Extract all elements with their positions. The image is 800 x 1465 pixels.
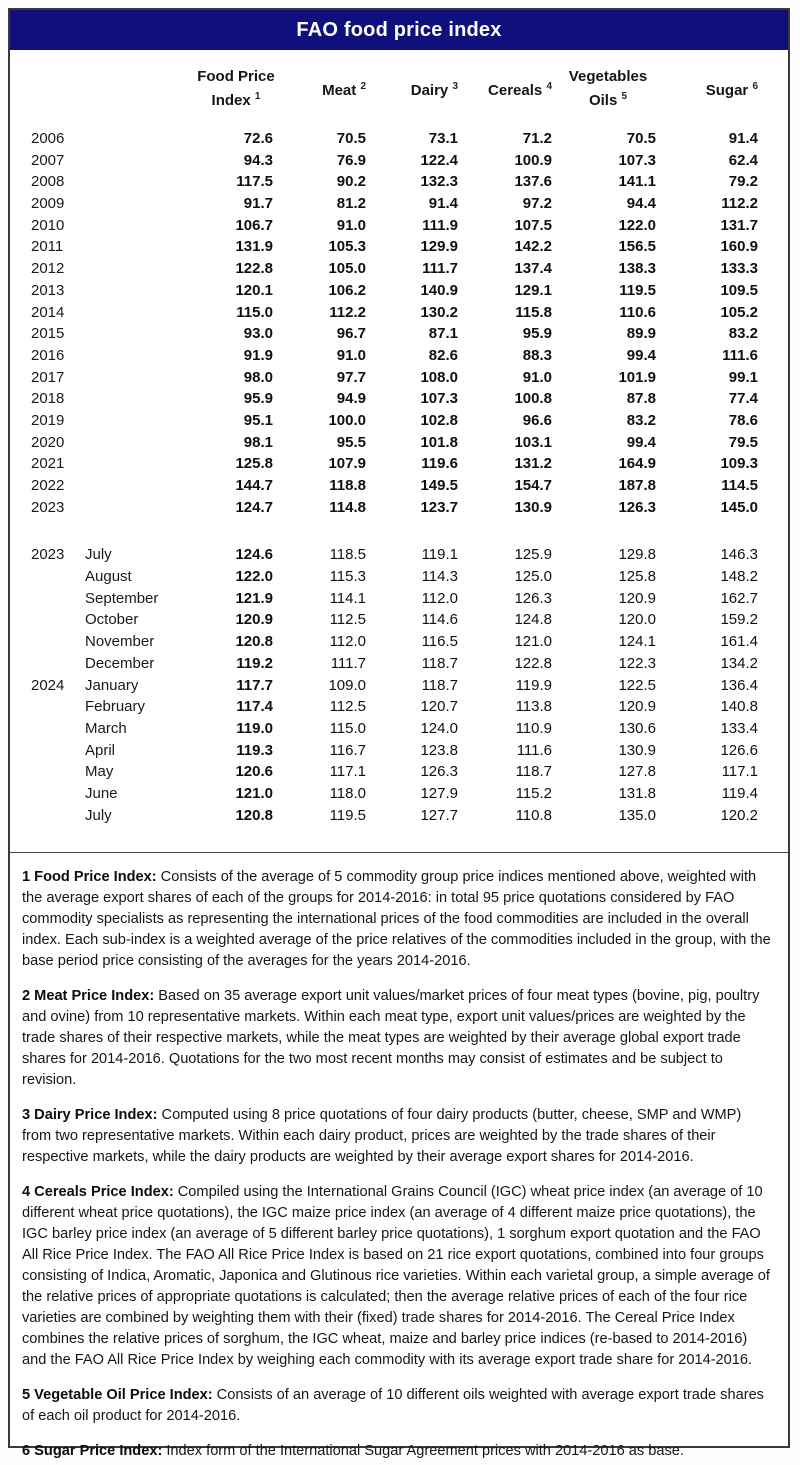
fao-index-table — [8, 8, 790, 1460]
value-cell-meat: 115.0 — [329, 719, 366, 737]
value-cell-dairy: 112.0 — [421, 589, 458, 607]
value-cell-sugar: 79.2 — [728, 173, 758, 191]
value-cell-meat: 91.0 — [336, 216, 366, 234]
value-cell-sugar: 78.6 — [728, 411, 758, 429]
footnote-2 — [22, 986, 774, 1091]
value-cell-cereals: 137.4 — [514, 260, 552, 278]
month-cell: May — [85, 763, 114, 781]
year-cell: 2023 — [31, 498, 65, 516]
value-cell-meat: 114.8 — [329, 498, 366, 516]
value-cell-cereals: 113.8 — [515, 698, 552, 716]
value-cell-meat: 94.9 — [336, 390, 366, 408]
value-cell-cereals: 130.9 — [514, 498, 552, 516]
value-cell-vegetables-oils: 130.6 — [618, 719, 656, 737]
value-cell-meat: 95.5 — [336, 433, 366, 451]
footnote-text: Consists of an average of 10 different oils weighted with average export trade shares of each oil product for 2014-2016. — [22, 1387, 764, 1425]
footnote-text: Computed using 8 price quotations of four dairy products (butter, cheese, SMP and WMP) from two representative markets. Within each dairy product, prices are weighted by the trade shares of their respective markets, while the dairy products are weighted by their average export shares for 2014-2016. — [22, 1107, 742, 1166]
value-cell-cereals: 125.9 — [514, 546, 552, 564]
value-cell-vegetables-oils: 119.5 — [619, 281, 656, 299]
value-cell-dairy: 116.5 — [421, 633, 458, 651]
value-cell-cereals: 100.9 — [514, 151, 552, 169]
year-cell: 2020 — [31, 433, 65, 451]
value-cell-meat: 112.0 — [329, 633, 366, 651]
year-cell: 2022 — [31, 477, 65, 494]
value-cell-vegetables-oils: 156.5 — [618, 238, 656, 256]
value-cell-food-price-index: 144.7 — [235, 477, 273, 494]
value-cell-sugar: 136.4 — [720, 676, 758, 694]
value-cell-dairy: 123.7 — [420, 498, 458, 516]
value-cell-meat: 114.1 — [329, 589, 366, 607]
value-cell-food-price-index: 91.9 — [243, 346, 273, 364]
value-cell-sugar: 111.6 — [722, 346, 758, 364]
value-cell-dairy: 91.4 — [428, 195, 458, 213]
value-cell-sugar: 120.2 — [720, 806, 758, 824]
value-cell-vegetables-oils: 120.9 — [618, 698, 656, 716]
value-cell-cereals: 110.8 — [515, 806, 552, 824]
value-cell-food-price-index: 117.4 — [236, 698, 273, 716]
table-row-annual — [10, 236, 788, 258]
table-row-monthly — [10, 631, 788, 653]
value-cell-cereals: 124.8 — [514, 611, 552, 629]
table-row-monthly — [10, 761, 788, 783]
table-row-monthly — [10, 805, 788, 827]
value-cell-cereals: 71.2 — [522, 130, 552, 147]
value-cell-food-price-index: 117.7 — [236, 676, 273, 694]
value-cell-sugar: 83.2 — [728, 325, 758, 343]
value-cell-sugar: 160.9 — [720, 238, 758, 256]
value-cell-food-price-index: 95.9 — [243, 390, 273, 408]
value-cell-meat: 76.9 — [336, 151, 366, 169]
value-cell-sugar: 109.5 — [720, 281, 758, 299]
value-cell-dairy: 73.1 — [428, 130, 458, 147]
value-cell-dairy: 118.7 — [421, 654, 458, 672]
value-cell-cereals: 142.2 — [514, 238, 552, 256]
value-cell-food-price-index: 72.6 — [243, 130, 273, 147]
value-cell-meat: 111.7 — [330, 654, 366, 672]
month-cell: November — [85, 633, 155, 651]
value-cell-sugar: 117.1 — [721, 763, 758, 781]
value-cell-sugar: 148.2 — [720, 568, 758, 586]
value-cell-dairy: 111.7 — [422, 260, 458, 278]
table-row-annual — [10, 171, 788, 193]
footnote-3 — [22, 1105, 774, 1168]
value-cell-meat: 70.5 — [336, 130, 366, 147]
footnote-label: 2 Meat Price Index: — [22, 988, 155, 1005]
value-cell-vegetables-oils: 122.5 — [618, 676, 656, 694]
table-row-annual — [10, 150, 788, 172]
value-cell-cereals: 111.6 — [516, 741, 552, 759]
column-header-vegetables-oils: Vegetables Oils $^5$ — [568, 68, 648, 109]
value-cell-vegetables-oils: 99.4 — [626, 346, 656, 364]
value-cell-sugar: 159.2 — [720, 611, 758, 629]
year-cell: 2024 — [31, 676, 65, 694]
table-row-monthly — [10, 609, 788, 631]
month-cell: August — [85, 568, 132, 586]
table-row-monthly — [10, 740, 788, 762]
value-cell-cereals: 95.9 — [522, 325, 552, 343]
table-row-annual — [10, 258, 788, 280]
annual-data-section — [10, 128, 788, 518]
table-row-annual — [10, 475, 788, 497]
value-cell-vegetables-oils: 127.8 — [618, 763, 656, 781]
column-header-dairy: Dairy $^3$ — [410, 81, 458, 99]
table-row-annual — [10, 388, 788, 410]
value-cell-vegetables-oils: 94.4 — [626, 195, 656, 213]
value-cell-vegetables-oils: 164.9 — [618, 455, 656, 473]
value-cell-vegetables-oils: 141.1 — [618, 173, 656, 191]
table-row-annual — [10, 410, 788, 432]
year-cell: 2013 — [31, 281, 65, 299]
value-cell-food-price-index: 119.2 — [236, 654, 273, 672]
value-cell-sugar: 119.4 — [721, 784, 758, 802]
value-cell-vegetables-oils: 99.4 — [626, 433, 656, 451]
year-cell: 2023 — [31, 546, 65, 564]
value-cell-meat: 115.3 — [329, 568, 366, 586]
value-cell-dairy: 130.2 — [420, 303, 458, 321]
value-cell-sugar: 126.6 — [720, 741, 758, 759]
value-cell-sugar: 109.3 — [720, 455, 758, 473]
value-cell-dairy: 87.1 — [428, 325, 458, 343]
year-cell: 2008 — [31, 173, 65, 191]
value-cell-food-price-index: 120.8 — [235, 633, 273, 651]
value-cell-meat: 106.2 — [328, 281, 366, 299]
value-cell-dairy: 102.8 — [420, 411, 458, 429]
value-cell-cereals: 91.0 — [522, 368, 552, 386]
value-cell-meat: 96.7 — [336, 325, 366, 343]
value-cell-sugar: 62.4 — [728, 151, 758, 169]
value-cell-sugar: 162.7 — [720, 589, 758, 607]
value-cell-meat: 105.3 — [328, 238, 366, 256]
footnote-ref-1: 1 — [254, 91, 261, 102]
value-cell-cereals: 125.0 — [514, 568, 552, 586]
value-cell-meat: 109.0 — [328, 676, 366, 694]
footnote-label: 4 Cereals Price Index: — [22, 1184, 174, 1201]
table-row-annual — [10, 280, 788, 302]
value-cell-food-price-index: 115.0 — [236, 303, 273, 321]
year-cell: 2006 — [31, 130, 65, 147]
table-row-annual — [10, 193, 788, 215]
table-row-annual — [10, 497, 788, 519]
value-cell-vegetables-oils: 120.9 — [618, 589, 656, 607]
year-cell: 2014 — [31, 303, 65, 321]
value-cell-sugar: 146.3 — [720, 546, 758, 564]
value-cell-sugar: 145.0 — [720, 498, 758, 516]
value-cell-vegetables-oils: 129.8 — [618, 546, 656, 564]
value-cell-cereals: 107.5 — [514, 216, 552, 234]
value-cell-dairy: 119.6 — [421, 455, 458, 473]
value-cell-food-price-index: 98.1 — [243, 433, 273, 451]
value-cell-sugar: 161.4 — [720, 633, 758, 651]
value-cell-sugar: 77.4 — [728, 390, 758, 408]
monthly-data-section — [10, 544, 788, 826]
table-title-bar — [10, 10, 788, 50]
value-cell-vegetables-oils: 120.0 — [618, 611, 656, 629]
footnote-label: 1 Food Price Index: — [22, 869, 157, 886]
month-cell: June — [85, 784, 118, 802]
value-cell-vegetables-oils: 83.2 — [626, 411, 656, 429]
value-cell-food-price-index: 95.1 — [243, 411, 273, 429]
footnote-text: Based on 35 average export unit values/market prices of four meat types (bovine, pig, poultry and ovine) from 10 representative markets. Within each meat type, export unit values/prices are weighted by the trade shares of their respective markets, while the meat types are weighted by their average global export trade shares for 2014-2016. Quotations for the two most recent months may consist of estimates and be subject to revision. — [22, 988, 760, 1089]
value-cell-meat: 91.0 — [336, 346, 366, 364]
footnote-text: Consists of the average of 5 commodity group price indices mentioned above, weighted with the average export shares of each of the groups for 2014-2016: in total 95 price quotations considered by FAO commodity specialists as representing the international prices of the food commodities are included in the overall index. Each sub-index is a weighted average of the price relatives of the commodities included in the group, with the base period price consisting of the averages for the years 2014-2016. — [22, 869, 771, 970]
value-cell-sugar: 105.2 — [720, 303, 758, 321]
value-cell-vegetables-oils: 138.3 — [618, 260, 656, 278]
value-cell-cereals: 119.9 — [515, 676, 552, 694]
month-cell: July — [85, 806, 112, 824]
value-cell-dairy: 127.7 — [420, 806, 458, 824]
month-cell: April — [85, 741, 116, 759]
value-cell-food-price-index: 120.6 — [235, 763, 273, 781]
table-row-monthly — [10, 653, 788, 675]
footnote-ref-5: 5 — [621, 91, 628, 102]
value-cell-cereals: 137.6 — [514, 173, 552, 191]
value-cell-vegetables-oils: 89.9 — [626, 325, 656, 343]
table-row-monthly — [10, 696, 788, 718]
column-header-sugar: Sugar $^6$ — [705, 81, 758, 99]
column-header-meat: Meat $^2$ — [322, 81, 366, 99]
column-header-row — [10, 50, 788, 124]
value-cell-food-price-index: 122.0 — [235, 568, 273, 586]
year-cell: 2015 — [31, 325, 65, 343]
table-row-monthly — [10, 588, 788, 610]
table-row-annual — [10, 345, 788, 367]
value-cell-meat: 117.1 — [329, 763, 366, 781]
value-cell-sugar: 91.4 — [728, 130, 758, 147]
table-row-annual — [10, 453, 788, 475]
value-cell-dairy: 132.3 — [420, 173, 458, 191]
value-cell-dairy: 122.4 — [420, 151, 458, 169]
value-cell-vegetables-oils: 101.9 — [618, 368, 656, 386]
year-cell: 2018 — [31, 390, 65, 408]
footnote-ref-6: 6 — [752, 81, 758, 92]
value-cell-food-price-index: 124.6 — [235, 546, 273, 564]
value-cell-food-price-index: 98.0 — [243, 368, 273, 386]
footnote-4 — [22, 1182, 774, 1371]
table-row-monthly — [10, 718, 788, 740]
value-cell-dairy: 126.3 — [420, 763, 458, 781]
value-cell-meat: 100.0 — [328, 411, 366, 429]
value-cell-meat: 118.8 — [329, 477, 366, 494]
value-cell-food-price-index: 94.3 — [243, 151, 273, 169]
value-cell-food-price-index: 120.1 — [235, 281, 273, 299]
value-cell-sugar: 140.8 — [720, 698, 758, 716]
value-cell-dairy: 107.3 — [420, 390, 458, 408]
footnote-6 — [22, 1441, 774, 1462]
value-cell-vegetables-oils: 130.9 — [618, 741, 656, 759]
table-row-annual — [10, 302, 788, 324]
value-cell-sugar: 134.2 — [720, 654, 758, 672]
value-cell-vegetables-oils: 126.3 — [618, 498, 656, 516]
table-row-annual — [10, 367, 788, 389]
page-title: FAO food price index — [296, 18, 502, 41]
table-row-monthly — [10, 675, 788, 697]
value-cell-cereals: 110.9 — [515, 719, 552, 737]
value-cell-cereals: 121.0 — [514, 633, 552, 651]
value-cell-food-price-index: 93.0 — [243, 325, 273, 343]
value-cell-meat: 116.7 — [329, 741, 366, 759]
value-cell-cereals: 97.2 — [522, 195, 552, 213]
value-cell-sugar: 99.1 — [728, 368, 758, 386]
value-cell-dairy: 118.7 — [421, 676, 458, 694]
value-cell-vegetables-oils: 124.1 — [618, 633, 656, 651]
value-cell-meat: 107.9 — [328, 455, 366, 473]
value-cell-cereals: 122.8 — [514, 654, 552, 672]
value-cell-food-price-index: 121.0 — [235, 784, 273, 802]
value-cell-dairy: 129.9 — [420, 238, 458, 256]
value-cell-cereals: 129.1 — [514, 281, 552, 299]
footnote-label: 3 Dairy Price Index: — [22, 1107, 158, 1124]
value-cell-food-price-index: 120.9 — [235, 611, 273, 629]
value-cell-dairy: 120.7 — [420, 698, 458, 716]
value-cell-cereals: 131.2 — [514, 455, 552, 473]
value-cell-sugar: 133.4 — [720, 719, 758, 737]
month-cell: September — [85, 589, 159, 607]
value-cell-meat: 112.5 — [329, 698, 366, 716]
value-cell-vegetables-oils: 131.8 — [618, 784, 656, 802]
value-cell-meat: 118.5 — [329, 546, 366, 564]
value-cell-vegetables-oils: 87.8 — [626, 390, 656, 408]
value-cell-sugar: 114.5 — [721, 477, 758, 494]
value-cell-cereals: 100.8 — [514, 390, 552, 408]
value-cell-food-price-index: 119.3 — [236, 741, 273, 759]
value-cell-dairy: 101.8 — [420, 433, 458, 451]
value-cell-dairy: 114.6 — [421, 611, 458, 629]
column-header-cereals: Cereals $^4$ — [488, 81, 552, 99]
value-cell-sugar: 112.2 — [721, 195, 758, 213]
footnote-ref-3: 3 — [452, 81, 458, 92]
value-cell-food-price-index: 119.0 — [236, 719, 273, 737]
year-cell: 2019 — [31, 411, 65, 429]
value-cell-food-price-index: 125.8 — [235, 455, 273, 473]
value-cell-food-price-index: 106.7 — [235, 216, 273, 234]
table-row-monthly — [10, 544, 788, 566]
value-cell-dairy: 114.3 — [421, 568, 458, 586]
section-gap — [10, 518, 788, 540]
table-row-annual — [10, 128, 788, 150]
month-cell: July — [85, 546, 112, 564]
value-cell-cereals: 115.8 — [515, 303, 552, 321]
value-cell-vegetables-oils: 110.6 — [619, 303, 656, 321]
footnote-ref-4: 4 — [546, 81, 552, 92]
value-cell-meat: 97.7 — [336, 368, 366, 386]
year-cell: 2016 — [31, 346, 65, 364]
value-cell-dairy: 124.0 — [420, 719, 458, 737]
value-cell-meat: 90.2 — [336, 173, 366, 191]
value-cell-meat: 119.5 — [329, 806, 366, 824]
year-cell: 2007 — [31, 151, 65, 169]
value-cell-sugar: 79.5 — [728, 433, 758, 451]
value-cell-vegetables-oils: 187.8 — [618, 477, 656, 494]
value-cell-vegetables-oils: 135.0 — [618, 806, 656, 824]
value-cell-cereals: 126.3 — [514, 589, 552, 607]
footnote-ref-2: 2 — [360, 81, 366, 92]
value-cell-food-price-index: 117.5 — [236, 173, 273, 191]
table-row-monthly — [10, 566, 788, 588]
table-row-annual — [10, 432, 788, 454]
year-cell: 2009 — [31, 195, 65, 213]
value-cell-dairy: 82.6 — [428, 346, 458, 364]
year-cell: 2010 — [31, 216, 65, 234]
value-cell-meat: 105.0 — [328, 260, 366, 278]
footnote-text: Index form of the International Sugar Agreement prices with 2014-2016 as base. — [162, 1443, 684, 1460]
year-cell: 2017 — [31, 368, 65, 386]
value-cell-vegetables-oils: 122.0 — [618, 216, 656, 234]
value-cell-vegetables-oils: 125.8 — [618, 568, 656, 586]
footnote-1 — [22, 867, 774, 972]
table-row-annual — [10, 215, 788, 237]
value-cell-sugar: 131.7 — [720, 216, 758, 234]
table-row-annual — [10, 323, 788, 345]
value-cell-food-price-index: 91.7 — [243, 195, 273, 213]
value-cell-cereals: 96.6 — [522, 411, 552, 429]
value-cell-sugar: 133.3 — [720, 260, 758, 278]
value-cell-dairy: 119.1 — [421, 546, 458, 564]
footnote-5 — [22, 1385, 774, 1427]
footnote-label: 6 Sugar Price Index: — [22, 1443, 163, 1460]
value-cell-cereals: 118.7 — [515, 763, 552, 781]
value-cell-food-price-index: 121.9 — [235, 589, 273, 607]
column-header-food-price-index: Food Price Index $^1$ — [197, 68, 275, 109]
year-cell: 2012 — [31, 260, 65, 278]
footnote-text: Compiled using the International Grains Council (IGC) wheat price index (an average of 10 different wheat price quotations), the IGC maize price index (an average of 4 different maize price quotations), the IGC barley price index (an average of 5 different barley price quotations), 1 sorghum export quotation and the FAO All Rice Price Index. The FAO All Rice Price Index is based on 21 rice export quotations, combined into four groups consisting of Indica, Aromatic, Japonica and Glutinous rice varieties. Within each varietal group, a simple average of the relative prices of appropriate quotations is calculated; then the average relative prices of each of the four rice varieties are combined by weighting them with their (fixed) trade shares for 2014-2016. The Cereal Price Index combines the relative prices of sorghum, the IGC wheat, maize and barley price indices (re-based to 2014-2016) and the FAO All Rice Price Index by weighing each commodity with its average export trade share for 2014-2016. — [22, 1184, 770, 1369]
value-cell-dairy: 123.8 — [420, 741, 458, 759]
value-cell-dairy: 111.9 — [422, 216, 458, 234]
month-cell: October — [85, 611, 139, 629]
footnote-label: 5 Vegetable Oil Price Index: — [22, 1387, 213, 1404]
value-cell-meat: 112.5 — [329, 611, 366, 629]
value-cell-dairy: 140.9 — [420, 281, 458, 299]
month-cell: February — [85, 698, 146, 716]
value-cell-cereals: 103.1 — [514, 433, 552, 451]
month-cell: March — [85, 719, 127, 737]
year-cell: 2011 — [31, 238, 64, 256]
value-cell-vegetables-oils: 107.3 — [618, 151, 656, 169]
value-cell-vegetables-oils: 70.5 — [626, 130, 656, 147]
value-cell-food-price-index: 120.8 — [235, 806, 273, 824]
value-cell-cereals: 154.7 — [514, 477, 552, 494]
value-cell-dairy: 108.0 — [420, 368, 458, 386]
value-cell-food-price-index: 131.9 — [235, 238, 273, 256]
year-cell: 2021 — [31, 455, 65, 473]
footnotes-section — [10, 853, 788, 1462]
value-cell-food-price-index: 124.7 — [235, 498, 273, 516]
value-cell-food-price-index: 122.8 — [235, 260, 273, 278]
month-cell: January — [85, 676, 139, 694]
value-cell-cereals: 88.3 — [522, 346, 552, 364]
value-cell-dairy: 149.5 — [420, 477, 458, 494]
value-cell-meat: 81.2 — [336, 195, 366, 213]
value-cell-dairy: 127.9 — [420, 784, 458, 802]
value-cell-cereals: 115.2 — [515, 784, 552, 802]
value-cell-meat: 112.2 — [329, 303, 366, 321]
value-cell-vegetables-oils: 122.3 — [618, 654, 656, 672]
month-cell: December — [85, 654, 155, 672]
table-row-monthly — [10, 783, 788, 805]
value-cell-meat: 118.0 — [329, 784, 366, 802]
